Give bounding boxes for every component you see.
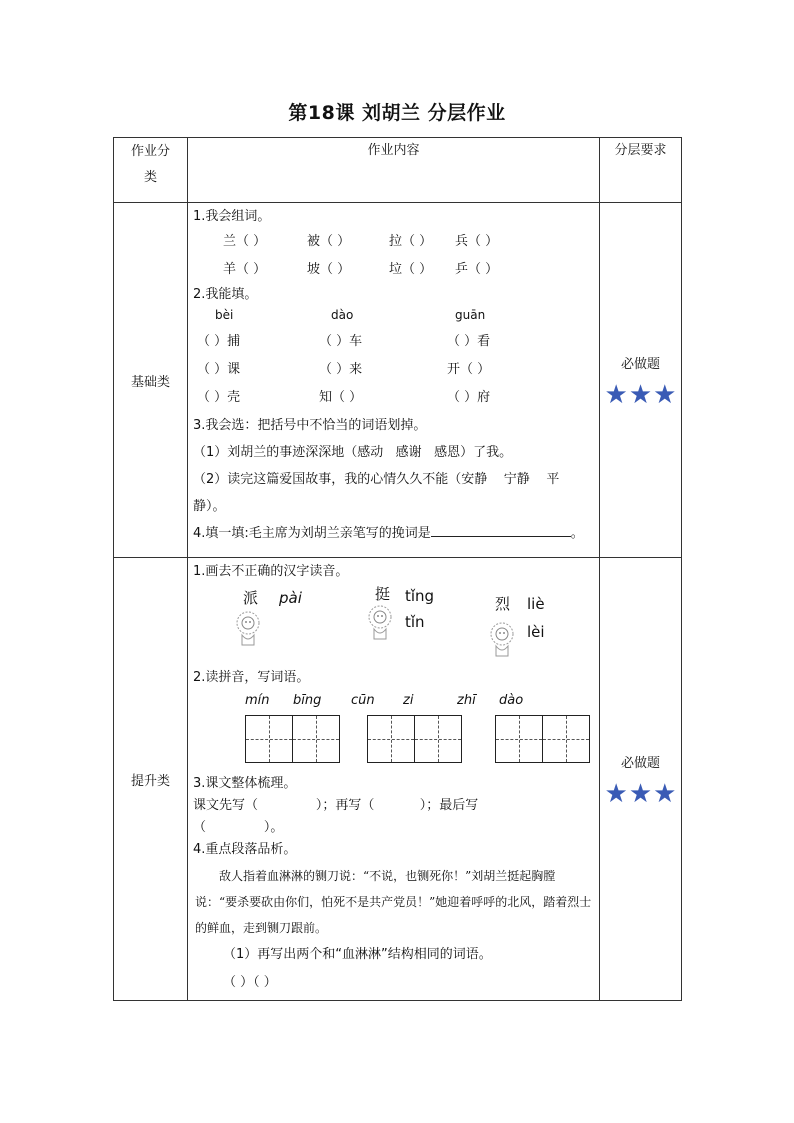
star-rating (601, 379, 680, 410)
adv-q1-chars (193, 583, 594, 667)
basic-q3-title: 3.我会选：把括号中不恰当的词语划掉。 (193, 418, 427, 433)
pinyin-label: zi (403, 693, 414, 708)
answer-line[interactable] (431, 522, 571, 537)
char-lie: 烈 (495, 595, 511, 613)
advanced-content (188, 558, 600, 1001)
adv-q3-title: 3.课文整体梳理。 (193, 776, 297, 791)
fill-blank: （ ）捕 (197, 334, 241, 349)
pinyin-label: mín (245, 693, 270, 708)
adv-q2-title: 2.读拼音，写词语。 (193, 670, 310, 685)
pinyin-label: guān (455, 308, 486, 322)
basic-category: 基础类 (114, 203, 188, 558)
basic-q3-item1: （1）刘胡兰的事迹深深地（感动 感谢 感恩）了我。 (193, 445, 513, 460)
reading-ting-1: tǐng (405, 587, 435, 605)
reading-lie-2: lèi (527, 623, 545, 641)
pinyin-label: dào (331, 308, 354, 322)
star-rating (601, 778, 680, 809)
advanced-requirement (600, 558, 682, 1001)
reading-ting-2: tǐn (405, 613, 425, 631)
adv-q3-line2: （ ）。 (193, 820, 284, 835)
star-icon: ★ (653, 379, 677, 410)
pinyin-label: zhī (457, 693, 476, 708)
requirement-label: 必做题 (620, 356, 660, 372)
basic-q1-title: 1.我会组词。 (193, 209, 271, 224)
word-blank: 坡（ ） (307, 262, 351, 277)
writing-box[interactable] (495, 715, 543, 763)
pinyin-label: bèi (215, 308, 234, 322)
star-icon: ★ (628, 379, 653, 410)
basic-q2-title: 2.我能填。 (193, 287, 258, 302)
fill-blank: （ ）看 (447, 334, 491, 349)
flower-mascot-icon (365, 603, 395, 641)
word-blank: 兵（ ） (455, 234, 499, 249)
flower-mascot-icon (487, 617, 517, 661)
basic-q3-item2b: 静）。 (193, 499, 226, 514)
adv-q1-title: 1.画去不正确的汉字读音。 (193, 564, 349, 579)
basic-q2-row3 (193, 384, 594, 412)
adv-q4-sub1-blanks: （ ）（ ） (223, 975, 277, 990)
writing-box[interactable] (367, 715, 415, 763)
header-content: 作业内容 (188, 138, 600, 203)
flower-mascot-icon (233, 609, 263, 647)
fill-blank: （ ）车 (319, 334, 363, 349)
homework-table (113, 137, 682, 1001)
basic-q1-row2 (193, 256, 594, 284)
star-icon: ★ (604, 778, 628, 809)
fill-blank: （ ）府 (447, 390, 491, 405)
adv-q3-line1: 课文先写（ ）；再写（ ）；最后写 (193, 798, 479, 813)
header-category: 作业分类 (114, 138, 188, 203)
writing-box[interactable] (292, 715, 340, 763)
basic-q4-text: 4.填一填:毛主席为刘胡兰亲笔写的挽词是 (193, 526, 431, 541)
writing-box[interactable] (542, 715, 590, 763)
fill-blank: 开（ ） (447, 362, 491, 377)
fill-blank: （ ）课 (197, 362, 241, 377)
pinyin-label: cūn (351, 693, 375, 708)
writing-box[interactable] (414, 715, 462, 763)
word-blank: 兰（ ） (223, 234, 267, 249)
reading-passage: 敌人指着血淋淋的铡刀说：“不说，也铡死你！”刘胡兰挺起胸膛说：“要杀要砍由你们，怕死不是共产党员！”她迎着呼呼的北风，踏着烈士的鲜血，走到铡刀跟前。 (195, 869, 592, 935)
reading-lie-1: liè (527, 595, 545, 613)
pinyin-label: dào (499, 693, 524, 708)
basic-q2-row2 (193, 356, 594, 384)
basic-q4 (193, 520, 594, 547)
word-blank: 被（ ） (307, 234, 351, 249)
advanced-category: 提升类 (114, 558, 188, 1001)
basic-content (188, 203, 600, 558)
fill-blank: 知（ ） (319, 390, 363, 405)
page-title: 第18课 刘胡兰 分层作业 (288, 102, 506, 124)
fill-blank: （ ）壳 (197, 390, 241, 405)
word-blank: 乒（ ） (455, 262, 499, 277)
basic-requirement (600, 203, 682, 558)
star-icon: ★ (604, 379, 628, 410)
word-blank: 羊（ ） (223, 262, 267, 277)
word-blank: 拉（ ） (389, 234, 433, 249)
char-ting: 挺 (375, 585, 391, 603)
writing-box[interactable] (245, 715, 293, 763)
star-icon: ★ (628, 778, 653, 809)
pinyin-label: bīng (293, 693, 322, 708)
requirement-label: 必做题 (620, 755, 660, 771)
basic-q3-item2a: （2）读完这篇爱国故事，我的心情久久不能（安静 宁静 平 (193, 472, 560, 487)
basic-q2-pinyin (193, 306, 594, 328)
advanced-row (114, 558, 682, 1001)
basic-q1-row1 (193, 228, 594, 256)
basic-row (114, 203, 682, 558)
char-pai: 派 (243, 589, 259, 607)
table-header-row (114, 138, 682, 203)
fill-blank: （ ）来 (319, 362, 363, 377)
writing-grid (193, 715, 594, 767)
star-icon: ★ (653, 778, 677, 809)
basic-q2-row1 (193, 328, 594, 356)
basic-q4-end: 。 (570, 526, 584, 541)
header-requirement: 分层要求 (600, 138, 682, 203)
adv-q2-pinyin (193, 689, 594, 715)
adv-q4-sub1: （1）再写出两个和“血淋淋”结构相同的词语。 (223, 947, 492, 962)
word-blank: 垃（ ） (389, 262, 433, 277)
reading-pai: pài (279, 589, 302, 607)
adv-q4-title: 4.重点段落品析。 (193, 842, 297, 857)
